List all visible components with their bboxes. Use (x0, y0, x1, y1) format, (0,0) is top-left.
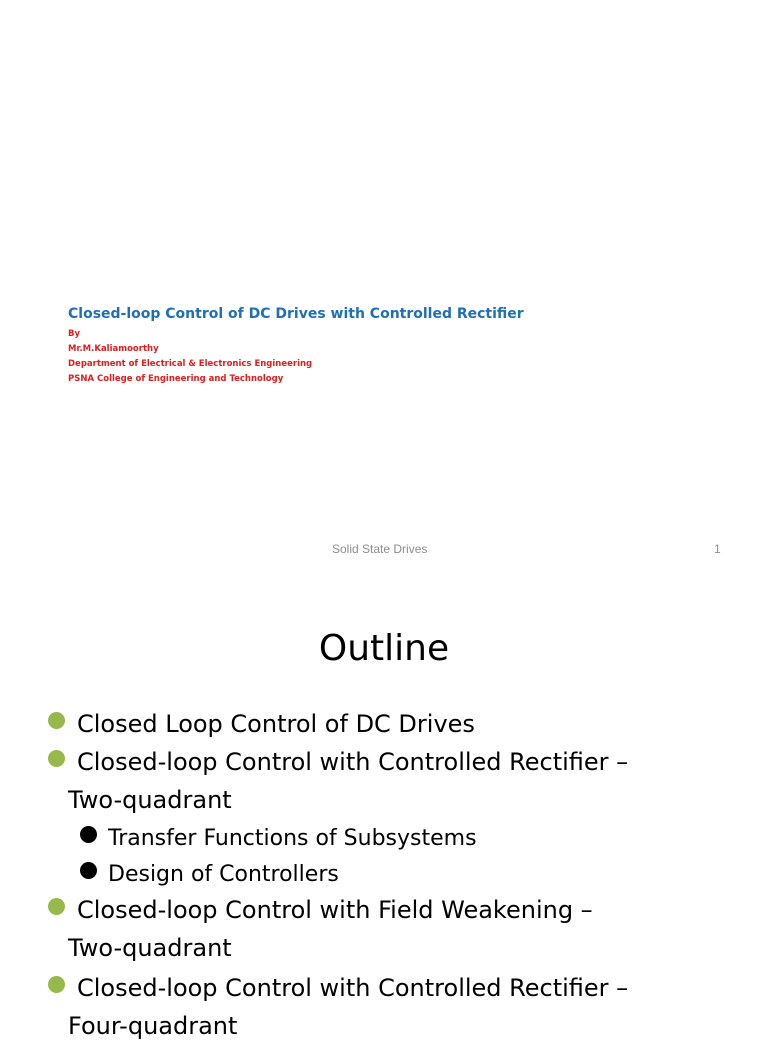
byline-by: By (68, 329, 81, 339)
list-item (77, 974, 628, 1002)
slide-footer: Solid State Drives (332, 542, 428, 556)
sub-list-item-text: Transfer Functions of Subsystems (108, 826, 477, 851)
department-name: Department of Electrical & Electronics Engineering (68, 359, 313, 369)
bullet-green-icon (48, 750, 65, 767)
slide-2 (0, 590, 768, 1040)
sub-list-item (108, 826, 477, 851)
list-item (77, 748, 628, 776)
list-item-continuation (68, 934, 232, 962)
presentation-title: Closed-loop Control of DC Drives with Controlled Rectifier (68, 306, 524, 322)
author-name: Mr.M.Kaliamoorthy (68, 344, 159, 354)
college-name: PSNA College of Engineering and Technology (68, 374, 284, 384)
bullet-green-icon (48, 976, 65, 993)
list-item-text: Closed-loop Control with Field Weakening – (77, 896, 593, 924)
list-item (77, 896, 593, 924)
sub-list-item-text: Design of Controllers (108, 862, 339, 887)
list-item-continuation (68, 1012, 237, 1040)
outline-title: Outline (318, 628, 450, 669)
bullet-black-icon (80, 826, 97, 843)
list-item (77, 710, 475, 738)
list-item-text: Two-quadrant (68, 934, 232, 962)
bullet-black-icon (80, 862, 97, 879)
list-item-continuation (68, 786, 232, 814)
bullet-green-icon (48, 712, 65, 729)
list-item-text: Closed-loop Control with Controlled Rectifier – (77, 974, 629, 1002)
list-item-text: Closed-loop Control with Controlled Rectifier – (77, 748, 629, 776)
bullet-green-icon (48, 898, 65, 915)
list-item-text: Closed Loop Control of DC Drives (77, 710, 475, 738)
sub-list-item (108, 862, 339, 887)
page-number: 1 (714, 542, 721, 556)
list-item-text: Two-quadrant (68, 786, 232, 814)
list-item-text: Four-quadrant (68, 1012, 238, 1040)
